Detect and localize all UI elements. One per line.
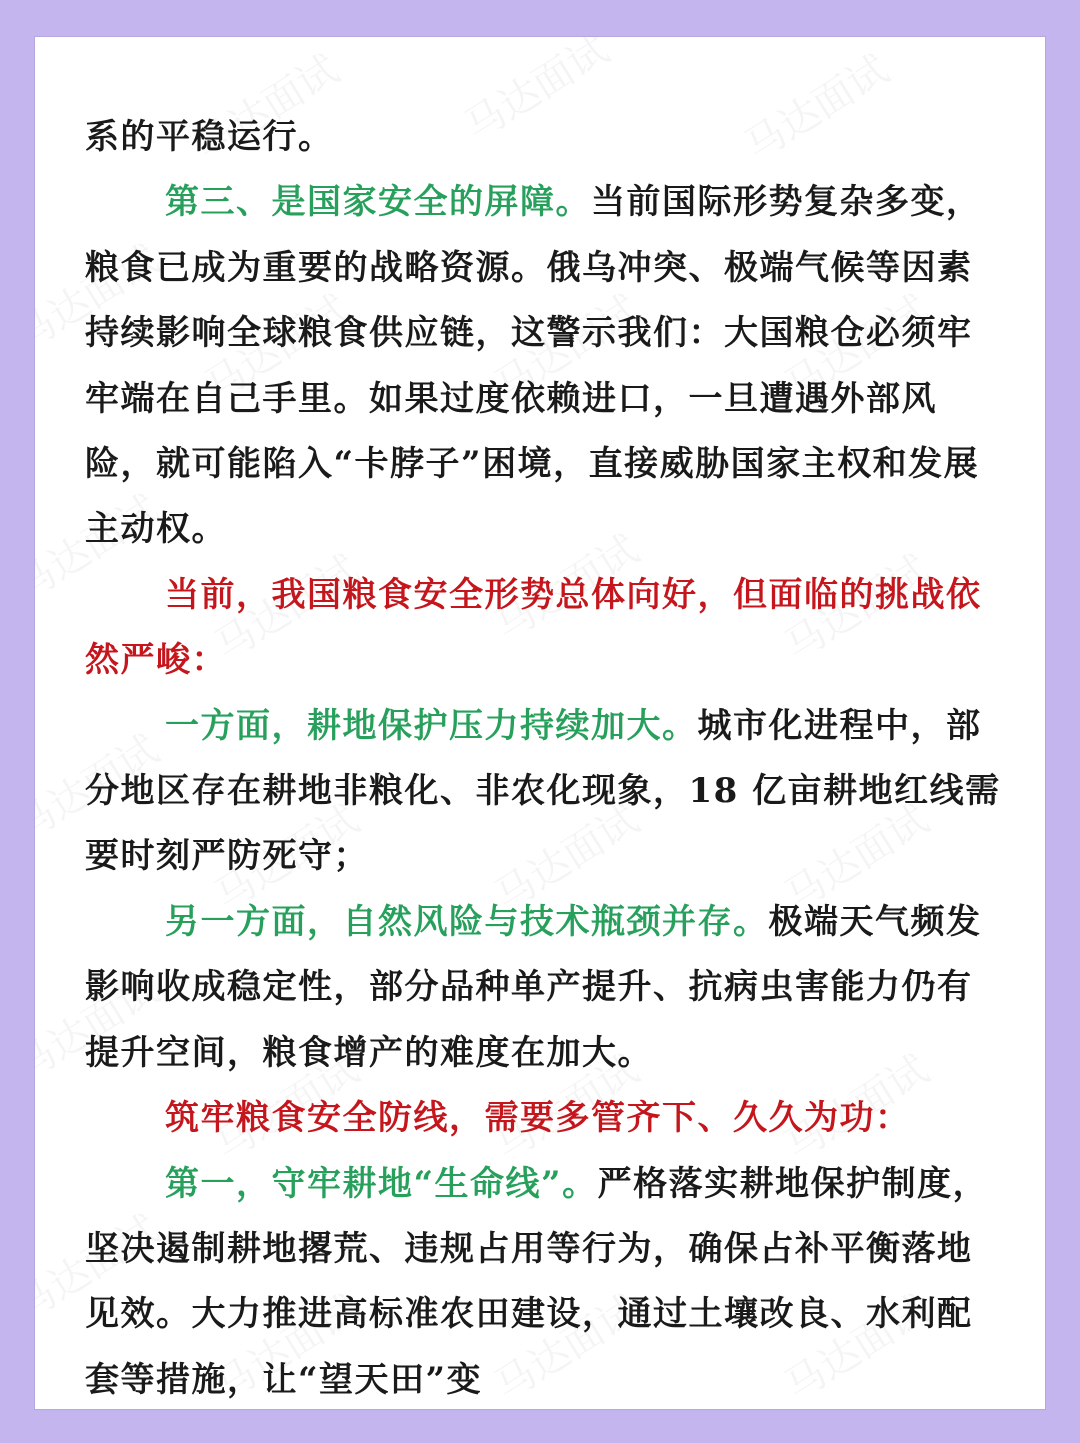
document-page xyxy=(34,36,1046,1410)
paragraph-p2 xyxy=(85,170,1005,562)
paragraph-p5 xyxy=(85,890,1005,1086)
highlight-heading-green: 另一方面，自然风险与技术瓶颈并存。 xyxy=(165,901,769,942)
paragraph-p6 xyxy=(85,1086,1005,1151)
highlight-heading-red: 当前，我国粮食安全形势总体向好，但面临的挑战依然严峻： xyxy=(85,574,982,681)
paragraph-text: 严格落实耕地保护制度，坚决遏制耕地撂荒、违规占用等行为，确保占补平衡落地见效。大力推进高标准农田建设，通过土壤改良、水利配套等措施，让“望天田”变 xyxy=(85,1163,989,1400)
paragraph-p7 xyxy=(85,1152,1005,1411)
paragraph-text: 城市化进程中，部分地区存在耕地非粮化、非农化现象，18 亿亩耕地红线需要时刻严防死守； xyxy=(85,705,1001,877)
paragraph-text: 极端天气频发影响收成稳定性，部分品种单产提升、抗病虫害能力仍有提升空间，粮食增产的难度在加大。 xyxy=(85,901,982,1073)
paragraph-text: 系的平稳运行。 xyxy=(85,117,334,157)
paragraph-p3 xyxy=(85,563,1005,694)
paragraph-p4 xyxy=(85,694,1005,890)
paragraph-text: 当前国际形势复杂多变，粮食已成为重要的战略资源。俄乌冲突、极端气候等因素持续影响全球粮食供应链，这警示我们：大国粮仓必须牢牢端在自己手里。如果过度依赖进口，一旦遭遇外部风险，就可能陷入“卡脖子”困境，直接威胁国家主权和发展主动权。 xyxy=(85,182,982,550)
highlight-heading-red: 筑牢粮食安全防线，需要多管齐下、久久为功： xyxy=(165,1098,911,1139)
highlight-heading-green: 第三、是国家安全的屏障。 xyxy=(165,182,591,223)
article-body xyxy=(85,105,1005,1410)
highlight-heading-green: 一方面，耕地保护压力持续加大。 xyxy=(165,705,698,746)
paragraph-p1 xyxy=(85,105,1005,170)
highlight-heading-green: 第一，守牢耕地“生命线”。 xyxy=(165,1163,598,1204)
